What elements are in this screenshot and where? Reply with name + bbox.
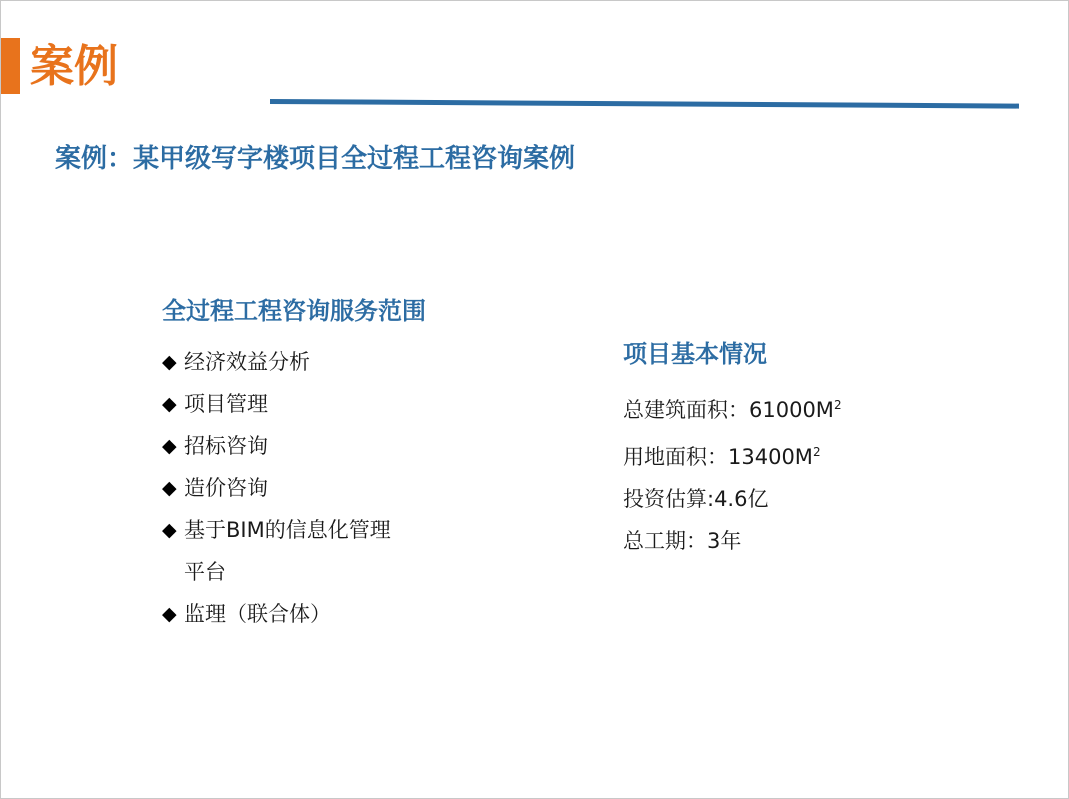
list-item-text: 监理（联合体） [184, 602, 331, 626]
list-item-text: 造价咨询 [184, 476, 268, 500]
list-item [162, 425, 422, 467]
project-info-heading: 项目基本情况 [623, 340, 767, 368]
diamond-bullet-icon: ◆ [162, 519, 177, 541]
land-area-unit-sup: 2 [812, 445, 821, 459]
total-area-row [623, 384, 1023, 431]
diamond-bullet-icon: ◆ [162, 351, 177, 373]
investment-row: 投资估算:4.6亿 [623, 487, 769, 511]
list-item [162, 509, 422, 593]
list-item [162, 593, 422, 635]
total-area-label: 总建筑面积： [623, 398, 749, 422]
list-item-text: 招标咨询 [184, 434, 268, 458]
slide-title: 案例 [30, 41, 118, 92]
list-item-text: 项目管理 [184, 392, 268, 416]
list-item [162, 383, 422, 425]
diamond-bullet-icon: ◆ [162, 603, 177, 625]
title-accent-bar [1, 38, 20, 94]
diamond-bullet-icon: ◆ [162, 393, 177, 415]
total-area-value: 61000M [749, 398, 834, 422]
service-scope-list [162, 341, 422, 635]
total-area-unit-sup: 2 [833, 398, 842, 412]
service-scope-heading: 全过程工程咨询服务范围 [162, 297, 426, 325]
land-area-row [623, 431, 1023, 478]
diamond-bullet-icon: ◆ [162, 435, 177, 457]
list-item-text: 基于BIM的信息化管理平台 [184, 518, 391, 584]
slide-subtitle: 案例：某甲级写字楼项目全过程工程咨询案例 [55, 144, 576, 174]
list-item [162, 467, 422, 509]
diamond-bullet-icon: ◆ [162, 477, 177, 499]
land-area-value: 13400M [728, 445, 813, 469]
title-divider-line [270, 99, 1019, 109]
list-item-text: 经济效益分析 [184, 350, 310, 374]
land-area-label: 用地面积： [623, 445, 728, 469]
duration-row: 总工期：3年 [623, 529, 742, 553]
project-info-section [623, 334, 1023, 562]
list-item [162, 341, 422, 383]
service-scope-section [162, 291, 426, 635]
